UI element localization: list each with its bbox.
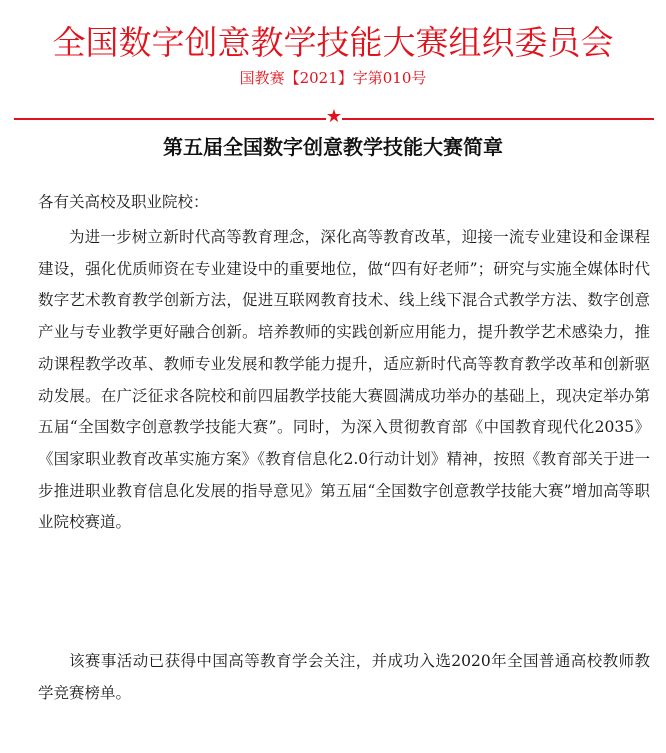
doc-number: 国教赛【2021】字第010号 (239, 69, 427, 87)
body-paragraph-1: 为进一步树立新时代高等教育理念，深化高等教育改革，迎接一流专业建设和金课程建设，强化优质师资在专业建设中的重要地位，做“四有好老师”；研究与实施全媒体时代数字艺术教育教学创新方法，促进互联网教育技术、线上线下混合式教学方法、数字创意产业与专业教学更好融合创新。培养教师的实践创新应用能力，提升教学艺术感染力，推动课程教学改革、教师专业发展和教学能力提升，适应新时代高等教育教学改革和创新驱动发展。在广泛征求各院校和前四届教学技能大赛圆满成功举办的基础上，现决定举办第五届“全国数字创意教学技能大赛”。同时，为深入贯彻教育部《中国教育现代化2035》《国家职业教育改革实施方案》《教育信息化2.0行动计划》精神，按照《教育部关于进一步推进职业教育信息化发展的指导意见》第五届“全国数字创意教学技能大赛”增加高等职业院校赛道。 (38, 228, 650, 532)
red-star-icon: ★ (325, 106, 343, 127)
org-title: 全国数字创意教学技能大赛组织委员会 (52, 23, 614, 62)
document-title: 第五届全国数字创意教学技能大赛简章 (163, 135, 503, 159)
salutation: 各有关高校及职业院校： (38, 193, 209, 211)
body-paragraph-2: 该赛事活动已获得中国高等教育学会关注，并成功入选2020年全国普通高校教师教学竞赛榜单。 (38, 652, 650, 702)
red-divider-left (14, 118, 326, 120)
red-divider-right (342, 118, 654, 120)
